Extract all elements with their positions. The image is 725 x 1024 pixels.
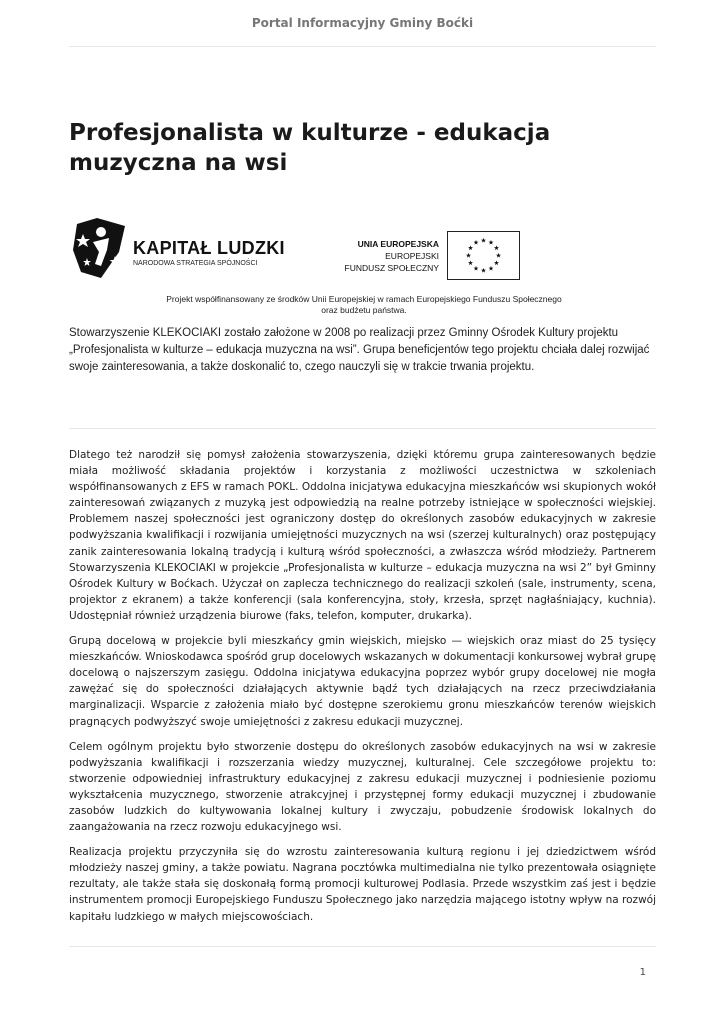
header-divider xyxy=(69,46,656,47)
eu-star xyxy=(489,240,494,245)
eu-stars-icon xyxy=(448,232,519,279)
eu-fund-label xyxy=(335,238,439,274)
body-paragraph: Celem ogólnym projektu było stworzenie dostępu do określonych zasobów edukacyjnych na wsi w zakresie podwyższania kwalifikacji i rozszerzania wiedzy muzycznej, kulturalnej. Cele szczegółowe projektu to: stworzenie odpowiedniej infrastruktury edukacyjnej z zakresu edukacji muzycznej i podniesienie poziomu wykształcenia muzycznego, stworzenie atrakcyjnej i przystępnej formy edukacji muzycznej i zbudowanie zasobów ludzkich do kultywowania lokalnej kultury i zwyczaju, pobudzenie środowisk lokalnych do zaangażowania na rzecz rozwoju edukacyjnego wsi. xyxy=(69,740,656,834)
cofinancing-line-1: Projekt współfinansowany ze środków Unii Europejskiej w ramach Europejskiego Funduszu Społecznego xyxy=(166,294,562,304)
eu-star xyxy=(474,240,479,245)
kapital-ludzki-logo xyxy=(71,216,285,284)
eu-star xyxy=(481,238,486,243)
eu-star xyxy=(474,266,479,271)
kapital-ludzki-emblem-icon xyxy=(71,216,129,282)
cofinancing-note xyxy=(69,294,659,316)
body-paragraph: Grupą docelową w projekcie byli mieszkańcy gmin wiejskich, miejsko — wiejskich oraz miast do 25 tysięcy mieszkańców. Wnioskodawca spośród grup docelowych wskazanych w dokumentacji konkursowej wybrał grupę docelową o najszerszym zasięgu. Oddolna inicjatywa edukacyjna poprzez wybór grupy docelowej nie mogła zawężać się do społeczności działających aktywnie bądź tych działających na rzecz przeciwdziałania marginalizacji. Wsparcie z założenia miało być dostępne szerokiemu gronu mieszkańców terenów wiejskich pragnących podwyższyć swoje umiejętności z zakresu edukacji muzycznej. xyxy=(69,635,656,728)
eu-label-line3: FUNDUSZ SPOŁECZNY xyxy=(344,263,439,273)
eu-flag xyxy=(447,231,520,280)
eu-star xyxy=(494,260,499,265)
kapital-ludzki-name: KAPITAŁ LUDZKI xyxy=(133,238,285,258)
page-title: Profesjonalista w kulturze - edukacja muzyczna na wsi xyxy=(69,120,551,176)
eu-star xyxy=(468,245,473,250)
body-paragraph: Dlatego też narodził się pomysł założenia stowarzyszenia, dzięki któremu grupa zainteresowanych będzie miała możliwość składania projektów i korzystania z możliwości uczestnictwa w szkoleniach współfinansowanych z EFS w ramach POKL. Oddolna inicjatywa edukacyjna mieszkańców wsi skupionych wokół zainteresowań związanych z muzyką jest odpowiedzią na realne potrzeby istniejące w społeczności wiejskiej. Problemem naszej społeczności jest ograniczony dostęp do określonych zasobów edukacyjnych w zakresie podwyższania kwalifikacji i rozwijania umiejętności muzycznych na wsi (szerzej kulturalnych) oraz postępujący zanik zainteresowania lokalną tradycją i kulturą wśród społeczności, a zwłaszcza wśród młodzieży. Partnerem Stowarzyszenia KLEKOCIAKI w projekcie „Profesjonalista w kulturze – edukacja muzyczna na wsi 2” był Gminny Ośrodek Kultury w Boćkach. Użyczał on zaplecza technicznego do realizacji szkoleń (sale, instrumenty, scena, projektor z ekranem) a także konferencji (sala konferencyjna, stoły, krzesła, sprzęt nagłaśniający, kuchnia). Udostępniał również urządzenia biurowe (faks, telefon, komputer, drukarka). xyxy=(69,449,656,622)
eu-label-line1: UNIA EUROPEJSKA xyxy=(357,239,439,249)
section-divider xyxy=(69,428,656,429)
eu-label-line2: EUROPEJSKI xyxy=(385,251,439,261)
eu-star xyxy=(489,266,494,271)
article-body xyxy=(69,447,656,934)
page-number: 1 xyxy=(639,967,646,978)
intro-paragraph: Stowarzyszenie KLEKOCIAKI zostało założone w 2008 po realizacji przez Gminny Ośrodek Kultury projektu „Profesjonalista w kulturze – edukacja muzyczna na wsi”. Grupa beneficjentów tego projektu chciała dalej rozwijać swoje zainteresowania, a także doskonalić to, czego nauczyli się w trakcie trwania projektu. xyxy=(69,327,650,373)
cofinancing-line-2: oraz budżetu państwa. xyxy=(321,305,407,315)
body-paragraph: Realizacja projektu przyczyniła się do wzrostu zainteresowania kulturą regionu i jej dziedzictwem wśród młodzieży naszej gminy, a także powiatu. Nagrana pocztówka multimedialna nie tylko prezentowała osiągnięte rezultaty, ale także stała się doskonałą formą promocji kulturowej Podlasia. Przede wszystkim zaś jest i będzie instrumentem promocji Europejskiego Funduszu Społecznego jako narzędzia mającego istotny wpływ na rozwój kapitału ludzkiego w małych miejscowościach. xyxy=(69,846,656,923)
kapital-ludzki-subtitle: NARODOWA STRATEGIA SPÓJNOŚCI xyxy=(133,260,258,267)
funding-logos xyxy=(69,212,659,322)
eu-star xyxy=(468,260,473,265)
eu-star xyxy=(494,245,499,250)
footer-divider xyxy=(69,946,656,947)
eu-star xyxy=(481,268,486,273)
eu-star xyxy=(466,253,471,258)
eu-star xyxy=(496,253,501,258)
site-header: Portal Informacyjny Gminy Boćki xyxy=(251,16,474,30)
